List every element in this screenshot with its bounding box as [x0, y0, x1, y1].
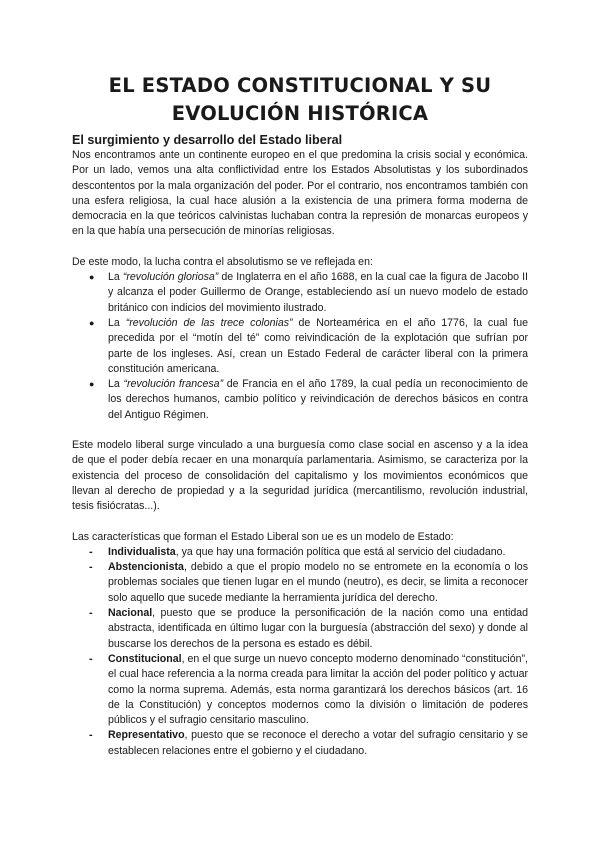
characteristic-term: Nacional — [108, 607, 153, 620]
revolution-name: “revolución gloriosa” — [122, 271, 219, 284]
dash-icon: - — [89, 729, 93, 742]
dash-icon: - — [89, 652, 93, 665]
document-page — [72, 72, 528, 759]
characteristics-list — [72, 545, 528, 759]
characteristic-term: Representativo — [108, 729, 185, 742]
list-item: ● La “revolución francesa” de Francia en el año 1789, la cual pedía un reconocimiento de los derechos humanos, cambio político y reivindicación de derechos básicos en contra del Antiguo Régimen. — [89, 378, 528, 421]
characteristic-term: Abstencionista — [108, 561, 184, 574]
characteristic-term: Constitucional — [108, 652, 182, 665]
list-item: - Nacional, puesto que se produce la personificación de la nación como una entidad abstracta, identificada en último lugar con la burguesía (abstracción del sexo) y donde al buscarse los derechos de la persona es estado es débil. — [89, 607, 528, 650]
revolutions-lead: De este modo, la lucha contra el absolutismo se ve reflejada en: — [72, 255, 373, 268]
characteristics-lead: Las características que forman el Estado Liberal son ue es un modelo de Estado: — [72, 530, 454, 543]
intro-paragraph: Nos encontramos ante un continente europeo en el que predomina la crisis social y económica. Por un lado, vemos una alta conflictividad entre los Estados Absolutistas y los subordinados descontentos por la mala organización del poder. Por el contrario, nos encontramos también con una esfera religiosa, la cual hace alusión a la existencia de una primera forma moderna de democracia en la que teóricos calvinistas luchaban contra la represión de monarcas europeos y en la que había una persecución de minorías religiosas. — [72, 149, 528, 238]
revolutions-list — [72, 270, 528, 423]
bullet-icon: ● — [89, 317, 95, 328]
bullet-icon: ● — [89, 379, 95, 390]
list-item: - Representativo, puesto que se reconoce el derecho a votar del sufragio censitario y se establecen relaciones entre el gobierno y el ciudadano. — [89, 729, 528, 757]
list-item: - Constitucional, en el que surge un nuevo concepto moderno denominado “constitución”, el cual hace referencia a la norma creada para limitar la acción del poder político y actuar como la norma suprema. Además, esta norma garantizará los derechos básicos (art. 16 de la Constitución) y conceptos modernos como la división o limitación de poderes públicos y el sufragio censitario masculino. — [89, 652, 528, 727]
page-title: EL ESTADO CONSTITUCIONAL Y SU EVOLUCIÓN HISTÓRICA — [108, 74, 492, 125]
revolution-name: “revolución de las trece colonias” — [125, 316, 293, 329]
section-heading: El surgimiento y desarrollo del Estado liberal — [72, 133, 343, 147]
dash-icon: - — [89, 561, 93, 574]
list-item: - Abstencionista, debido a que el propio modelo no se entromete en la economía o los problemas sociales que tienen lugar en el mundo (neutro), es decir, se limita a reconocer solo aquello que sucede mediante la herramienta jurídica del derecho. — [89, 561, 528, 604]
dash-icon: - — [89, 607, 93, 620]
list-item: ● La “revolución de las trece colonias” de Norteamérica en el año 1776, la cual fue precedida por el “motín del té” como reivindicación de la explotación que sufrían por parte de los ingleses. Así, crean un Estado Federal de carácter liberal con la primera constitución americana. — [89, 316, 528, 375]
list-item: ● La “revolución gloriosa” de Inglaterra en el año 1688, en la cual cae la figura de Jacobo II y alcanza el poder Guillermo de Orange, estableciendo así un nuevo modelo de estado británico con indicios del movimiento ilustrado. — [89, 271, 528, 314]
bullet-icon: ● — [89, 272, 95, 283]
characteristic-term: Individualista — [108, 545, 176, 558]
list-item: - Individualista, ya que hay una formación política que está al servicio del ciudadano. — [72, 545, 528, 560]
revolution-name: “revolución francesa” — [123, 378, 224, 391]
model-paragraph: Este modelo liberal surge vinculado a una burguesía como clase social en ascenso y a la idea de que el poder debía recaer en una monarquía parlamentaria. Asimismo, se caracteriza por la existencia del proceso de consolidación del capitalismo y los movimientos económicos que llevan al derecho de propiedad y a la seguridad jurídica (mercantilismo, revolución industrial, tesis fisiócratas...). — [72, 439, 528, 513]
dash-icon: - — [89, 545, 93, 558]
